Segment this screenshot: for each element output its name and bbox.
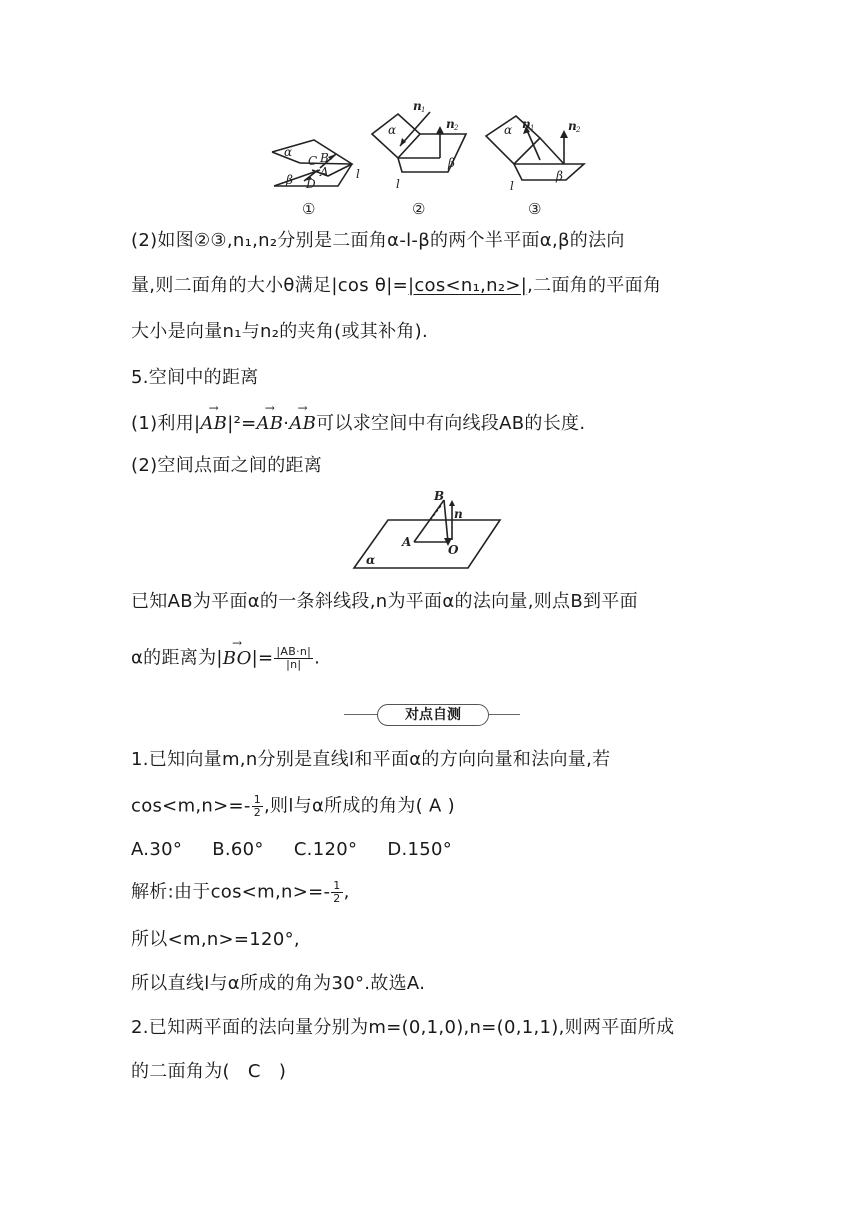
fig3-beta: β [556, 169, 563, 183]
sec5-item1: (1)利用|→ AB|²=→ AB·→ AB可以求空间中有向线段AB的长度. [131, 412, 585, 436]
fig1-l: l [356, 167, 360, 181]
sec4-item2-line1: (2)如图②③,n₁,n₂分别是二面角α-l-β的两个半平面α,β的法向 [131, 230, 625, 251]
fig1-alpha: α [284, 145, 293, 159]
label-b: B [434, 489, 445, 503]
q2-line2: 的二面角为( C ) [131, 1061, 287, 1082]
point-plane-distance-figure [350, 488, 510, 574]
fig3-n1: n [522, 117, 531, 131]
section5-heading: 5.空间中的距离 [131, 367, 259, 388]
solution-line2: 所以<m,n>=120°, [131, 929, 300, 950]
sec4-item2-line3: 大小是向量n₁与n₂的夹角(或其补角). [131, 321, 429, 342]
self-test-banner [344, 704, 520, 726]
q1-line1: 1.已知向量m,n分别是直线l和平面α的方向向量和法向量,若 [131, 749, 611, 770]
fig3-n1-sub: 1 [530, 124, 535, 132]
distance-formula: $\frac{|AB\cdot n|}{|n|}$ [276, 645, 312, 671]
sec5-item2: (2)空间点面之间的距离 [131, 455, 323, 476]
q2-line1: 2.已知两平面的法向量分别为m=(0,1,0),n=(0,1,1),则两平面所成 [131, 1017, 675, 1038]
fig3-alpha: α [504, 123, 513, 137]
banner-title: 对点自测 [377, 704, 489, 726]
fig3-n2-sub: 2 [576, 126, 581, 134]
fig3-n2: n [568, 119, 577, 133]
fig3-l: l [510, 179, 514, 193]
label-alpha: α [366, 553, 376, 567]
q1-options: A.30° B.60° C.120° D.150° [131, 839, 453, 860]
solution-line1: 解析:由于cos<m,n>=- $\frac{1}{2}$ , [131, 879, 350, 905]
sec5-text1: 已知AB为平面α的一条斜线段,n为平面α的法向量,则点B到平面 [131, 591, 638, 612]
fig1-b: B [320, 151, 329, 165]
fig2-label: ② [412, 200, 426, 218]
sec4-item2-line2: 量,则二面角的大小θ满足|cos θ|=|cos<n₁,n₂>|,二面角的平面角 [131, 275, 662, 296]
fig2-beta: β [448, 156, 455, 170]
label-a: A [402, 535, 412, 549]
fig1-label: ① [302, 200, 316, 218]
dihedral-figures [0, 0, 860, 230]
fig3-label: ③ [528, 200, 542, 218]
fig1-beta: β [286, 173, 293, 187]
q1-line2: cos<m,n>=- $\frac{1}{2}$ ,则l与α所成的角为( A ) [131, 793, 455, 819]
fig2-n1: n [413, 99, 422, 113]
solution-line3: 所以直线l与α所成的角为30°.故选A. [131, 973, 426, 994]
fig1-d: D [306, 177, 316, 191]
fig2-alpha: α [388, 123, 397, 137]
label-n: n [454, 507, 463, 521]
fig2-n2-sub: 2 [454, 124, 459, 132]
fig1-c: C [308, 154, 318, 168]
cos-normals: |cos<n₁,n₂>| [407, 275, 528, 296]
fig2-n2: n [446, 117, 455, 131]
fig2-n1-sub: 1 [421, 106, 426, 114]
sec5-text2: α的距离为|→ BO|= $\frac{|AB\cdot n|}{|n|}$ . [131, 646, 320, 671]
fig1-a: A [320, 165, 329, 179]
label-o: O [448, 543, 459, 557]
fig2-l: l [396, 177, 400, 191]
